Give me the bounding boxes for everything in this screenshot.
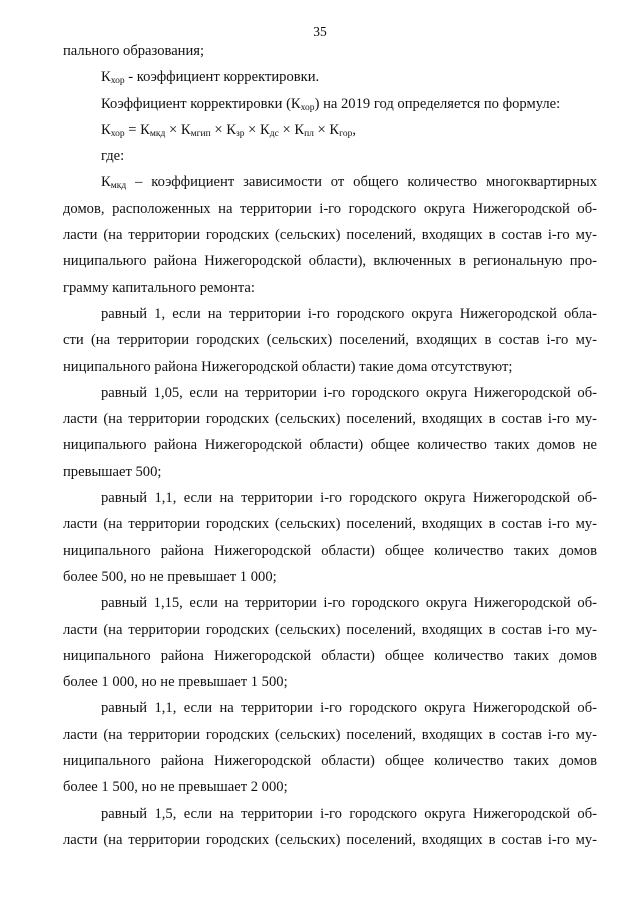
text-line: равный 1,15, если на территории i-го городского округа Нижегородской об-: [101, 595, 597, 612]
text-line: более 1 500, но не превышает 2 000;: [63, 779, 288, 796]
text-line: ниципального района Нижегородской области) такие дома отсутствуют;: [63, 358, 513, 375]
text-line: $К_{хор} = К_{мкд} \times К_{мгип} \times К_{зр} \times К_{дс} \times К_{пл} \times К_{гор}$,: [101, 121, 356, 139]
text-line: равный 1,1, если на территории i-го городского округа Нижегородской об-: [101, 700, 597, 717]
text-line: ласти (на территории городских (сельских) поселений, входящих в состав i-го му-: [63, 621, 597, 638]
text-line: равный 1,5, если на территории i-го городского округа Нижегородской об-: [101, 805, 597, 822]
text-line: более 500, но не превышает 1 000;: [63, 568, 277, 585]
text-line: $К_{хор}$ - коэффициент корректировки.: [101, 69, 320, 87]
text-line: ниципального района Нижегородской области) общее количество таких домов: [63, 542, 597, 559]
text-line: где:: [101, 148, 125, 165]
text-line: Коэффициент корректировки $(К_{хор})$ на 2019 год определяется по формуле:: [101, 95, 561, 113]
text-line: ласти (на территории городских (сельских) поселений, входящих в состав i-го му-: [63, 227, 597, 244]
text-line: $К_{мкд}$ – коэффициент зависимости от общего количество многоквартирных: [101, 174, 597, 192]
page-number: 35: [313, 24, 327, 39]
document-body: [63, 38, 597, 853]
text-line: равный 1,05, если на территории i-го городского округа Нижегородской об-: [101, 384, 597, 401]
text-line: ласти (на территории городских (сельских) поселений, входящих в состав i-го му-: [63, 831, 597, 848]
text-line: пального образования;: [63, 43, 205, 59]
text-line: более 1 000, но не превышает 1 500;: [63, 674, 288, 691]
text-line: грамму капитального ремонта:: [63, 279, 255, 296]
text-line: ласти (на территории городских (сельских) поселений, входящих в состав i-го му-: [63, 411, 597, 428]
text-line: домов, расположенных на территории i-го городского округа Нижегородской об-: [63, 200, 597, 217]
text-line: ниципального района Нижегородской области) общее количество таких домов: [63, 647, 597, 664]
text-line: ниципальюго района Нижегородской области), включенных в региональную про-: [63, 253, 597, 270]
text-line: ласти (на территории городских (сельских) поселений, входящих в состав i-го му-: [63, 516, 597, 533]
text-line: ниципального района Нижегородской области) общее количество таких домов: [63, 753, 597, 770]
text-line: равный 1, если на территории i-го городского округа Нижегородской обла-: [101, 305, 597, 322]
text-line: сти (на территории городских (сельских) поселений, входящих в состав i-го му-: [63, 332, 597, 349]
text-line: ласти (на территории городских (сельских) поселений, входящих в состав i-го му-: [63, 726, 597, 743]
text-line: превышает 500;: [63, 463, 162, 480]
text-line: равный 1,1, если на территории i-го городского округа Нижегородской об-: [101, 490, 597, 507]
text-line: ниципальюго района Нижегородской области) общее количество таких домов не: [63, 437, 597, 454]
